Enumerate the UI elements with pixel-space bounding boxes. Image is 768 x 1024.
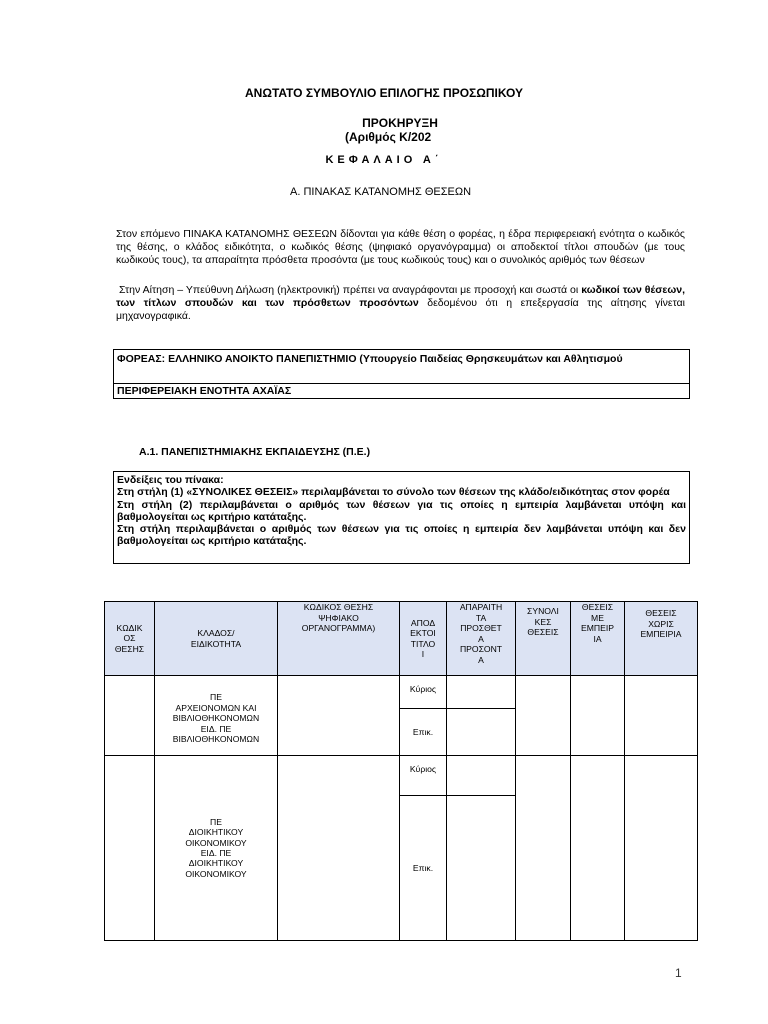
titles-secondary-label: Επικ. — [400, 709, 447, 756]
titles-main-label: Κύριος — [400, 756, 447, 796]
digital-org-code-cell — [278, 676, 400, 756]
positions-with-experience-cell — [571, 676, 625, 756]
note-column-1: Στη στήλη (1) «ΣΥΝΟΛΙΚΕΣ ΘΕΣΕΙΣ» περιλαμβάνεται το σύνολο των θέσεων της κλάδο/ειδικότητας στον φορέα — [117, 486, 670, 499]
position-code-cell — [105, 676, 155, 756]
col-positions-without-experience: ΘΕΣΕΙΣ ΧΩΡΙΣ ΕΜΠΕΙΡΙΑ — [625, 602, 698, 676]
col-position-code: ΚΩΔΙΚ ΟΣ ΘΕΣΗΣ — [105, 602, 155, 676]
branch-cell: ΠΕ ΑΡΧΕΙΟΝΟΜΩΝ ΚΑΙ ΒΙΒΛΙΟΘΗΚΟΝΟΜΩΝ ΕΙΔ. ΠΕ ΒΙΒΛΙΟΘΗΚΟΝΟΜΩΝ — [155, 676, 278, 756]
titles-main-label: Κύριος — [400, 676, 447, 709]
col-positions-with-experience: ΘΕΣΕΙΣ ΜΕ ΕΜΠΕΙΡ ΙΑ — [571, 602, 625, 676]
notes-heading: Ενδείξεις του πίνακα: — [117, 474, 224, 486]
positions-table — [104, 601, 698, 941]
intro-paragraph: Στον επόμενο ΠΙΝΑΚΑ ΚΑΤΑΝΟΜΗΣ ΘΕΣΕΩΝ δίδονται για κάθε θέση ο φορέας, η έδρα περιφερειακή ενότητα ο κωδικός της θέσης, ο κλάδος ειδικότητα, ο κωδικός θέσης (ψηφιακό οργανόγραμμα) οι αποδεκτοί τίτλοι σπουδών (με τους κωδικούς τους), τα απαραίτητα πρόσθετα προσόντα (με τους κωδικούς τους) και ο συνολικός αριθμός των θέσεων — [116, 228, 685, 266]
titles-secondary-label: Επικ. — [400, 796, 447, 941]
position-code-cell — [105, 756, 155, 941]
chapter-heading: ΚΕΦΑΛΑΙΟ Α΄ — [325, 154, 443, 166]
digital-org-code-cell — [278, 756, 400, 941]
announcement-number: (Αριθμός Κ/202 — [345, 130, 432, 144]
positions-with-experience-cell — [571, 756, 625, 941]
total-positions-cell — [516, 676, 571, 756]
col-additional-qualifications: ΑΠΑΡΑΙΤΗ ΤΑ ΠΡΟΣΘΕΤ Α ΠΡΟΣΟΝΤ Α — [447, 602, 516, 676]
table-row — [105, 756, 698, 796]
col-digital-org-code: ΚΩΔΙΚΟΣ ΘΕΣΗΣ ΨΗΦΙΑΚΟ ΟΡΓΑΝΟΓΡΑΜΜΑ) — [278, 602, 400, 676]
instructions-paragraph — [116, 284, 685, 323]
organization-title: ΑΝΩΤΑΤΟ ΣΥΜΒΟΥΛΙΟ ΕΠΙΛΟΓΗΣ ΠΡΟΣΩΠΙΚΟΥ — [244, 86, 523, 100]
total-positions-cell — [516, 756, 571, 941]
table-notes-box — [113, 471, 690, 564]
qualifications-main-cell — [447, 756, 516, 796]
table-row — [105, 676, 698, 709]
section-heading: Α. ΠΙΝΑΚΑΣ ΚΑΤΑΝΟΜΗΣ ΘΕΣΕΩΝ — [290, 186, 472, 198]
note-column-2: Στη στήλη (2) περιλαμβάνεται ο αριθμός των θέσεων για τις οποίες η εμπειρία λαμβάνεται υπόψη και βαθμολογείται ως κριτήριο κατάταξης. — [117, 498, 686, 523]
instructions-text-b: δεδομένου ότι η επεξεργασία της αίτησης γίνεται μηχανογραφικά. — [116, 297, 686, 322]
col-total-positions: ΣΥΝΟΛΙ ΚΕΣ ΘΕΣΕΙΣ — [516, 602, 571, 676]
regional-unit: ΠΕΡΙΦΕΡΕΙΑΚΗ ΕΝΟΤΗΤΑ ΑΧΑΪΑΣ — [117, 385, 292, 397]
table-header-row — [105, 602, 698, 676]
qualifications-secondary-cell — [447, 796, 516, 941]
col-accepted-titles: ΑΠΟΔ ΕΚΤΟΙ ΤΙΤΛΟ Ι — [400, 602, 447, 676]
agency-divider — [114, 383, 689, 384]
instructions-text-bold: κωδικοί των θέσεων, των τίτλων σπουδών και των πρόσθετων προσόντων — [116, 284, 686, 309]
page-number: 1 — [675, 966, 682, 980]
qualifications-secondary-cell — [447, 709, 516, 756]
qualifications-main-cell — [447, 676, 516, 709]
agency-name: ΦΟΡΕΑΣ: ΕΛΛΗΝΙΚΟ ΑΝΟΙΚΤΟ ΠΑΝΕΠΙΣΤΗΜΙΟ (Υπουργείο Παιδείας Θρησκευμάτων και Αθλητισμού — [117, 353, 623, 365]
branch-cell: ΠΕ ΔΙΟΙΚΗΤΙΚΟΥ ΟΙΚΟΝΟΜΙΚΟΥ ΕΙΔ. ΠΕ ΔΙΟΙΚΗΤΙΚΟΥ ΟΙΚΟΝΟΜΙΚΟΥ — [155, 756, 278, 941]
col-branch-specialty: ΚΛΑΔΟΣ/ ΕΙΔΙΚΟΤΗΤΑ — [155, 602, 278, 676]
announcement-title: ΠΡΟΚΗΡΥΞΗ — [362, 116, 438, 130]
subsection-heading: Α.1. ΠΑΝΕΠΙΣΤΗΜΙΑΚΗΣ ΕΚΠΑΙΔΕΥΣΗΣ (Π.Ε.) — [139, 446, 371, 458]
positions-without-experience-cell — [625, 676, 698, 756]
instructions-text-a: Στην Αίτηση – Υπεύθυνη Δήλωση (ηλεκτρονική) πρέπει να αναγράφονται με προσοχή και σωστά οι — [119, 284, 582, 296]
note-column-3: Στη στήλη περιλαμβάνεται ο αριθμός των θέσεων για τις οποίες η εμπειρία δεν λαμβάνεται υπόψη και δεν βαθμολογείται ως κριτήριο κατάταξης. — [117, 523, 686, 548]
agency-box — [113, 349, 690, 399]
positions-without-experience-cell — [625, 756, 698, 941]
